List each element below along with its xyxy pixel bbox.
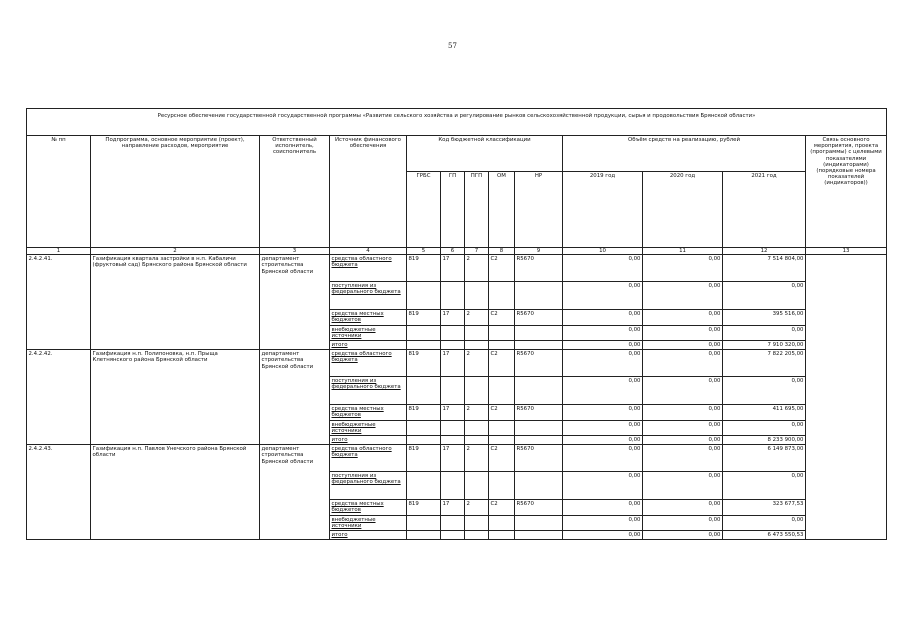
amount-y2020: 0,00	[643, 405, 723, 420]
amount-y2021: 7 514 804,00	[723, 255, 806, 282]
code-gp	[441, 282, 465, 310]
source-cell: внебюджетные источники	[330, 420, 407, 435]
code-nr: R5670	[515, 500, 563, 515]
code-om	[489, 515, 515, 530]
code-pgp: 2	[465, 310, 489, 325]
header-nr: НР	[515, 172, 563, 248]
entries-body	[27, 255, 887, 540]
amount-y2021: 6 149 873,00	[723, 445, 806, 472]
code-pgp	[465, 377, 489, 405]
resource-table-frame	[26, 108, 886, 566]
source-cell: внебюджетные источники	[330, 515, 407, 530]
header-om: ОМ	[489, 172, 515, 248]
amount-y2019: 0,00	[563, 445, 643, 472]
code-om	[489, 531, 515, 540]
code-pgp: 2	[465, 350, 489, 377]
header-grbs: ГРБС	[407, 172, 441, 248]
code-grbs	[407, 531, 441, 540]
code-pgp: 2	[465, 500, 489, 515]
code-grbs	[407, 377, 441, 405]
header-budget-code: Код бюджетной классификации	[407, 136, 563, 172]
code-grbs	[407, 515, 441, 530]
code-om: С2	[489, 255, 515, 282]
code-gp: 17	[441, 445, 465, 472]
header-2021: 2021 год	[723, 172, 806, 248]
amount-y2019: 0,00	[563, 310, 643, 325]
code-gp	[441, 436, 465, 445]
header-2019: 2019 год	[563, 172, 643, 248]
amount-y2021: 7 822 205,00	[723, 350, 806, 377]
amount-y2019: 0,00	[563, 255, 643, 282]
code-pgp: 2	[465, 255, 489, 282]
code-nr: R5670	[515, 350, 563, 377]
code-gp: 17	[441, 310, 465, 325]
source-cell: поступления из федерального бюджета	[330, 282, 407, 310]
amount-y2019: 0,00	[563, 500, 643, 515]
column-number: 13	[806, 248, 887, 255]
source-cell: поступления из федерального бюджета	[330, 472, 407, 500]
column-number: 4	[330, 248, 407, 255]
code-om	[489, 472, 515, 500]
source-cell: итого	[330, 436, 407, 445]
entry-name: Газификация н.п. Полипоновка, н.п. Прыща Клетнянского района Брянской области	[91, 350, 260, 445]
amount-y2020: 0,00	[643, 350, 723, 377]
code-nr	[515, 282, 563, 310]
code-gp: 17	[441, 255, 465, 282]
header-np: № пп	[27, 136, 91, 248]
code-nr: R5670	[515, 310, 563, 325]
column-number: 6	[441, 248, 465, 255]
amount-y2019: 0,00	[563, 420, 643, 435]
code-nr	[515, 325, 563, 340]
column-number: 2	[91, 248, 260, 255]
code-grbs: 819	[407, 350, 441, 377]
code-gp: 17	[441, 350, 465, 377]
amount-y2019: 0,00	[563, 472, 643, 500]
table-row	[27, 445, 887, 472]
code-gp: 17	[441, 500, 465, 515]
amount-y2020: 0,00	[643, 500, 723, 515]
code-om: С2	[489, 350, 515, 377]
amount-y2021: 0,00	[723, 377, 806, 405]
amount-y2021: 395 516,00	[723, 310, 806, 325]
amount-y2019: 0,00	[563, 405, 643, 420]
code-grbs	[407, 472, 441, 500]
code-grbs: 819	[407, 255, 441, 282]
column-number: 9	[515, 248, 563, 255]
table-title: Ресурсное обеспечение государственной государственной программы «Развитие сельского хозяйства и регулирование рынков сельскохозяйственной продукции, сырья и продовольствия Брянской области»	[27, 109, 887, 136]
code-nr	[515, 436, 563, 445]
entry-executor: департамент строительства Брянской области	[260, 255, 330, 350]
page-number: 57	[448, 42, 457, 50]
code-gp	[441, 420, 465, 435]
code-om	[489, 420, 515, 435]
header-executor: Ответственный исполнитель, соисполнитель	[260, 136, 330, 248]
amount-y2021: 0,00	[723, 325, 806, 340]
amount-y2020: 0,00	[643, 310, 723, 325]
header-pgp: ПГП	[465, 172, 489, 248]
amount-y2020: 0,00	[643, 341, 723, 350]
column-number: 8	[489, 248, 515, 255]
amount-y2019: 0,00	[563, 350, 643, 377]
code-grbs	[407, 282, 441, 310]
header-program: Подпрограмма, основное мероприятие (проект), направление расходов, мероприятие	[91, 136, 260, 248]
code-nr	[515, 515, 563, 530]
amount-y2019: 0,00	[563, 341, 643, 350]
amount-y2019: 0,00	[563, 377, 643, 405]
code-om: С2	[489, 405, 515, 420]
amount-y2021: 6 473 550,53	[723, 531, 806, 540]
code-pgp	[465, 531, 489, 540]
header-source: Источник финансового обеспечения	[330, 136, 407, 248]
code-pgp	[465, 515, 489, 530]
entry-number: 2.4.2.43.	[27, 445, 91, 540]
table-row	[27, 350, 887, 377]
entry-executor: департамент строительства Брянской области	[260, 350, 330, 445]
source-cell: итого	[330, 531, 407, 540]
code-pgp: 2	[465, 405, 489, 420]
code-grbs: 819	[407, 445, 441, 472]
table-row	[27, 255, 887, 282]
column-number: 1	[27, 248, 91, 255]
source-cell: средства областного бюджета	[330, 255, 407, 282]
code-om	[489, 282, 515, 310]
entry-executor: департамент строительства Брянской области	[260, 445, 330, 540]
code-nr	[515, 377, 563, 405]
code-gp	[441, 325, 465, 340]
column-number: 7	[465, 248, 489, 255]
amount-y2021: 323 677,53	[723, 500, 806, 515]
column-number: 11	[643, 248, 723, 255]
link-cell	[806, 255, 887, 540]
code-gp	[441, 341, 465, 350]
amount-y2020: 0,00	[643, 325, 723, 340]
code-gp	[441, 515, 465, 530]
amount-y2019: 0,00	[563, 436, 643, 445]
code-pgp	[465, 472, 489, 500]
code-gp	[441, 531, 465, 540]
code-om	[489, 325, 515, 340]
code-om: С2	[489, 500, 515, 515]
code-pgp	[465, 436, 489, 445]
code-nr	[515, 472, 563, 500]
source-cell: средства местных бюджетов	[330, 405, 407, 420]
source-cell: внебюджетные источники	[330, 325, 407, 340]
code-pgp	[465, 420, 489, 435]
header-2020: 2020 год	[643, 172, 723, 248]
amount-y2021: 0,00	[723, 420, 806, 435]
amount-y2021: 411 695,00	[723, 405, 806, 420]
amount-y2021: 0,00	[723, 472, 806, 500]
source-cell: средства областного бюджета	[330, 350, 407, 377]
amount-y2019: 0,00	[563, 531, 643, 540]
code-pgp	[465, 325, 489, 340]
amount-y2020: 0,00	[643, 472, 723, 500]
code-nr: R5670	[515, 255, 563, 282]
amount-y2020: 0,00	[643, 255, 723, 282]
entry-number: 2.4.2.41.	[27, 255, 91, 350]
amount-y2021: 7 910 320,00	[723, 341, 806, 350]
source-cell: средства местных бюджетов	[330, 500, 407, 515]
amount-y2020: 0,00	[643, 436, 723, 445]
source-cell: итого	[330, 341, 407, 350]
code-gp: 17	[441, 405, 465, 420]
entry-name: Газификация квартала застройки в н.п. Кабаличи (фруктовый сад) Брянского района Брянской области	[91, 255, 260, 350]
code-grbs: 819	[407, 405, 441, 420]
amount-y2019: 0,00	[563, 282, 643, 310]
source-cell: поступления из федерального бюджета	[330, 377, 407, 405]
source-cell: средства областного бюджета	[330, 445, 407, 472]
amount-y2021: 0,00	[723, 515, 806, 530]
code-pgp	[465, 341, 489, 350]
column-number: 5	[407, 248, 441, 255]
code-om	[489, 341, 515, 350]
column-number: 12	[723, 248, 806, 255]
code-om: С2	[489, 445, 515, 472]
amount-y2021: 0,00	[723, 282, 806, 310]
code-grbs: 819	[407, 500, 441, 515]
code-om	[489, 377, 515, 405]
code-nr: R5670	[515, 445, 563, 472]
amount-y2020: 0,00	[643, 531, 723, 540]
column-number: 10	[563, 248, 643, 255]
code-om	[489, 436, 515, 445]
amount-y2020: 0,00	[643, 377, 723, 405]
column-number-row	[27, 248, 887, 255]
amount-y2020: 0,00	[643, 282, 723, 310]
amount-y2021: 8 233 900,00	[723, 436, 806, 445]
code-gp	[441, 472, 465, 500]
code-gp	[441, 377, 465, 405]
code-grbs	[407, 436, 441, 445]
code-grbs	[407, 341, 441, 350]
code-nr	[515, 420, 563, 435]
code-grbs: 819	[407, 310, 441, 325]
code-nr	[515, 341, 563, 350]
amount-y2019: 0,00	[563, 325, 643, 340]
column-number: 3	[260, 248, 330, 255]
amount-y2019: 0,00	[563, 515, 643, 530]
code-om: С2	[489, 310, 515, 325]
code-pgp: 2	[465, 445, 489, 472]
entry-name: Газификация н.п. Павлов Унечского района Брянской области	[91, 445, 260, 540]
resource-table	[26, 108, 887, 540]
source-cell: средства местных бюджетов	[330, 310, 407, 325]
header-link: Связь основного мероприятия, проекта (программы) с целевыми показателями (индикаторами) (порядковые номера показателей (индикаторов))	[806, 136, 887, 248]
header-gp: ГП	[441, 172, 465, 248]
code-nr: R5670	[515, 405, 563, 420]
entry-number: 2.4.2.42.	[27, 350, 91, 445]
code-grbs	[407, 420, 441, 435]
header-volume: Объём средств на реализацию, рублей	[563, 136, 806, 172]
code-grbs	[407, 325, 441, 340]
amount-y2020: 0,00	[643, 515, 723, 530]
amount-y2020: 0,00	[643, 420, 723, 435]
code-pgp	[465, 282, 489, 310]
amount-y2020: 0,00	[643, 445, 723, 472]
code-nr	[515, 531, 563, 540]
